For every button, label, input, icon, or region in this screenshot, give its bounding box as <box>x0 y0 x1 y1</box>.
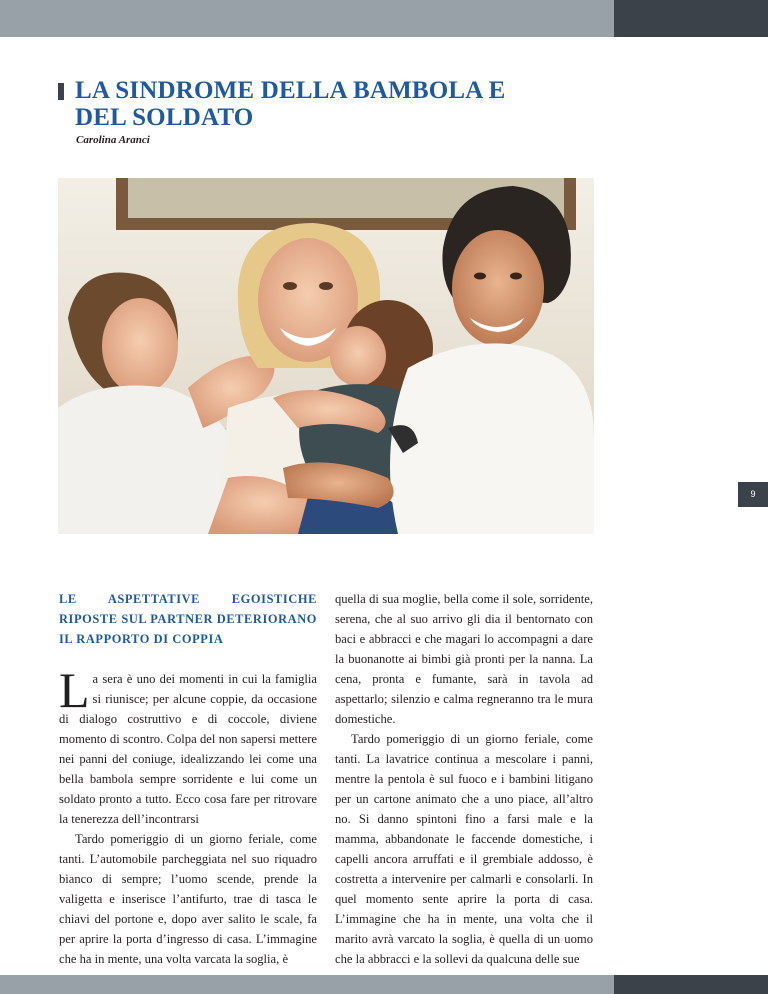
article-subheading: LE ASPETTATIVE EGOISTICHE RIPOSTE SUL PARTNER DETERIORANO IL RAPPORTO DI COPPIA <box>59 592 317 646</box>
family-photo <box>58 178 594 534</box>
bottom-footer-bar <box>0 975 614 994</box>
body-paragraph-continued: quella di sua moglie, bella come il sole, sorridente, serena, che al suo arrivo gli dia il bentornato con baci e abbracci e che magari lo accompagni a dare la buonanotte ai bimbi già pronti per la nanna. La cena, pronta e fumante, sarà in tavola ad aspettarlo; silenzio e calma regneranno tra le mura domestiche. <box>335 592 593 726</box>
drop-cap: L <box>59 662 90 718</box>
top-header-bar-accent <box>614 0 768 37</box>
body-paragraph: Tardo pomeriggio di un giorno feriale, come tanti. L’automobile parcheggiata nel suo riquadro bianco di sempre; l’uomo scende, prende la valigetta e inserisce l’antifurto, trae di tasca le chiavi del portone e, dopo aver salito le scale, fa per aprire la porta d’ingresso di casa. L’immagine che ha in mente, una volta varcata la soglia, è <box>59 832 317 966</box>
article-title: LA SINDROME DELLA BAMBOLA E DEL SOLDATO <box>75 77 506 131</box>
bottom-footer-bar-accent <box>614 975 768 994</box>
lead-paragraph-text: a sera è uno dei momenti in cui la famiglia si riunisce; per alcune coppie, da occasione di dialogo costruttivo e di coccole, diviene momento di scontro. Colpa del non sapersi mettere nei panni del coniuge, idealizzando lei come una bella bambola sempre sorridente e lui come un soldato pronto a tutto. Ecco cosa fare per ritrovare la tenerezza dell’incontrarsi <box>59 672 317 826</box>
left-text-column <box>59 589 317 969</box>
lead-paragraph <box>59 662 317 829</box>
title-marker <box>58 83 64 100</box>
page-number-tab: 9 <box>738 482 768 507</box>
body-paragraph: Tardo pomeriggio di un giorno feriale, come tanti. La lavatrice continua a mescolare i panni, mentre la pentola è sul fuoco e i bambini litigano per un cartone animato che a uno piace, all’altro no. Si danno spintoni fino a farsi male e la mamma, abbandonate le faccende domestiche, i capelli ancora arruffati e il grembiale addosso, è costretta a intervenire per calmarli e consolarli. In quel momento sente aprire la porta di casa. L’immagine che ha in mente, una volta che il marito avrà varcato la soglia, è quella di un uomo che la abbracci e la sollevi da qualcuna delle sue <box>335 732 593 966</box>
article-author: Carolina Aranci <box>76 134 150 146</box>
right-text-column <box>335 589 593 969</box>
top-header-bar <box>0 0 614 37</box>
